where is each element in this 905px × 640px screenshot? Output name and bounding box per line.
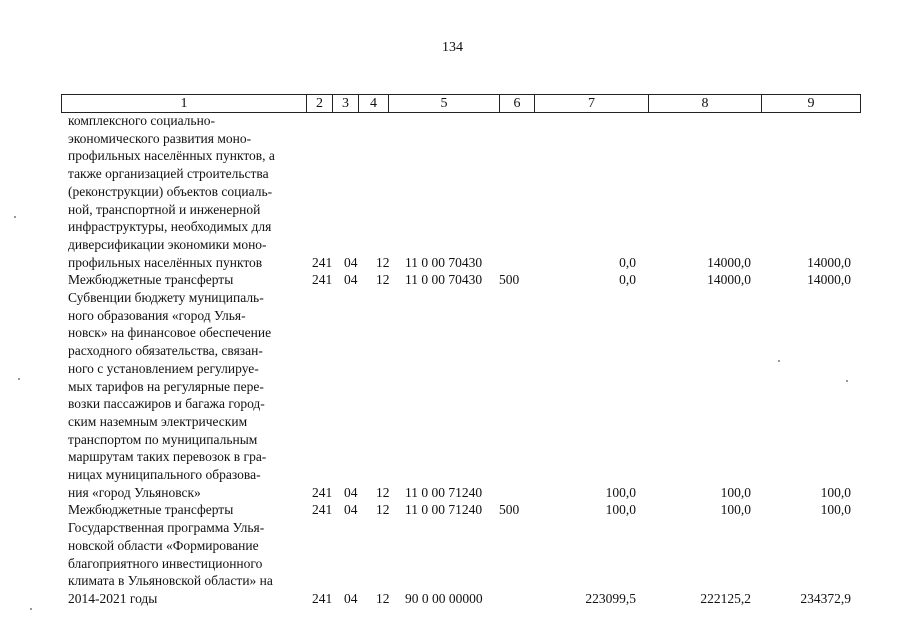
cell-c5: 11 0 00 71240 [405,484,483,500]
description-line: климата в Ульяновской области» на [68,573,273,589]
cell-c4: 12 [376,254,390,270]
column-header-1: 1 [62,95,307,113]
table-row [0,112,905,271]
cell-c7: 100,0 [605,484,636,500]
row-description [68,501,300,519]
column-header-6: 6 [500,95,535,113]
column-header-9: 9 [762,95,861,113]
description-line: ной, транспортной и инженерной [68,201,261,217]
page-number: 134 [442,40,463,55]
cell-c3: 04 [344,502,358,518]
table-row [0,289,905,501]
cell-c2: 241 [312,590,333,606]
cell-c4: 12 [376,502,390,518]
cell-c8: 14000,0 [707,254,751,270]
cell-c9: 100,0 [820,484,851,500]
cell-c2: 241 [312,272,333,288]
cell-c4: 12 [376,272,390,288]
cell-c5: 11 0 00 70430 [405,254,483,270]
cell-c8: 100,0 [720,484,751,500]
description-line: комплексного социально- [68,113,216,128]
cell-c3: 04 [344,484,358,500]
description-line: Межбюджетные трансферты [68,502,234,518]
cell-c9: 100,0 [820,502,851,518]
column-header-8: 8 [649,95,762,113]
description-line: экономического развития моно- [68,130,252,146]
description-line: ницах муниципального образова- [68,467,261,483]
cell-c8: 14000,0 [707,272,751,288]
cell-c3: 04 [344,272,358,288]
description-line: ским наземным электрическим [68,413,248,429]
cell-c7: 223099,5 [585,590,636,606]
cell-c2: 241 [312,484,333,500]
cell-c9: 14000,0 [807,254,851,270]
scan-speck [30,608,32,610]
description-line: инфраструктуры, необходимых для [68,219,272,235]
description-line: мых тарифов на регулярные пере- [68,378,264,394]
scan-speck [778,360,780,362]
cell-c8: 222125,2 [700,590,751,606]
row-description [68,112,300,271]
scan-speck [18,378,20,380]
description-line: транспортом по муниципальным [68,431,258,447]
description-line: 2014-2021 годы [68,590,158,606]
column-header-4: 4 [359,95,389,113]
description-line: Межбюджетные трансферты [68,272,234,288]
column-header-2: 2 [307,95,333,113]
row-description [68,271,300,289]
cell-c2: 241 [312,502,333,518]
description-line: ния «город Ульяновск» [68,484,201,500]
cell-c2: 241 [312,254,333,270]
description-line: (реконструкции) объектов социаль- [68,183,273,199]
table-row [0,501,905,519]
cell-c9: 14000,0 [807,272,851,288]
scan-speck [14,216,16,218]
description-line: расходного обязательства, связан- [68,343,263,359]
description-line: ного с установлением регулируе- [68,360,259,376]
description-line: диверсификации экономики моно- [68,236,267,252]
cell-c5: 90 0 00 00000 [405,590,483,606]
description-line: Субвенции бюджету муниципаль- [68,290,264,305]
cell-c3: 04 [344,590,358,606]
cell-c8: 100,0 [720,502,751,518]
description-line: новск» на финансовое обеспечение [68,325,272,341]
cell-c7: 0,0 [619,272,636,288]
cell-c4: 12 [376,590,390,606]
description-line: ного образования «город Улья- [68,307,246,323]
column-header-table [61,94,861,113]
scan-speck [846,380,848,382]
cell-c9: 234372,9 [800,590,851,606]
description-line: также организацией строительства [68,166,269,182]
column-header-3: 3 [333,95,359,113]
column-header-5: 5 [389,95,500,113]
cell-c4: 12 [376,484,390,500]
cell-c5: 11 0 00 70430 [405,272,483,288]
cell-c6: 500 [499,272,520,288]
description-line: благоприятного инвестиционного [68,555,263,571]
cell-c6: 500 [499,502,520,518]
description-line: Государственная программа Улья- [68,520,265,536]
table-row [0,519,905,608]
table-row [0,271,905,289]
description-line: маршрутам таких перевозок в гра- [68,449,267,465]
row-description [68,289,300,501]
description-line: возки пассажиров и багажа город- [68,396,265,412]
cell-c5: 11 0 00 71240 [405,502,483,518]
column-header-7: 7 [535,95,649,113]
cell-c7: 100,0 [605,502,636,518]
description-line: профильных населённых пунктов, а [68,148,275,164]
description-line: профильных населённых пунктов [68,254,263,270]
description-line: новской области «Формирование [68,537,259,553]
cell-c7: 0,0 [619,254,636,270]
column-header-row [62,95,861,113]
row-description [68,519,300,608]
cell-c3: 04 [344,254,358,270]
